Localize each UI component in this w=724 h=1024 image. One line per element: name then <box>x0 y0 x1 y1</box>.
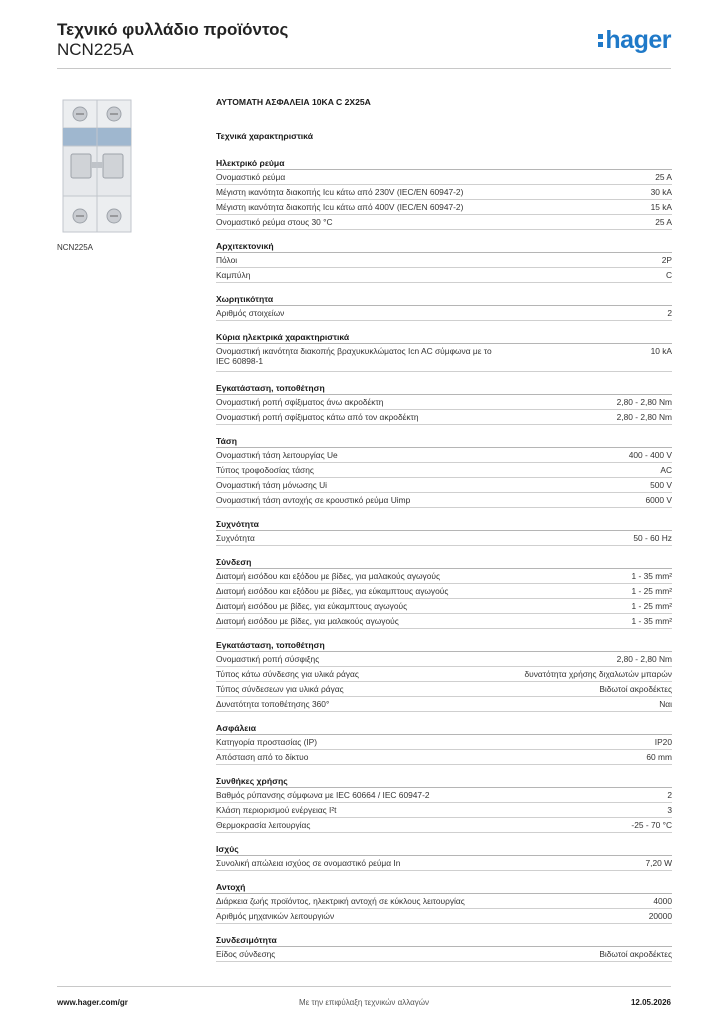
hager-logo <box>598 26 671 54</box>
spec-value: -25 - 70 °C <box>631 820 672 830</box>
spec-value: 2,80 - 2,80 Nm <box>616 412 672 422</box>
section-title: Ασφάλεια <box>216 721 672 735</box>
section-title: Εγκατάσταση, τοποθέτηση <box>216 638 672 652</box>
spec-value: 3 <box>667 805 672 815</box>
section-title: Ισχύς <box>216 842 672 856</box>
spec-row <box>216 448 672 463</box>
spec-row <box>216 947 672 962</box>
spec-value: 1 - 35 mm² <box>631 571 672 581</box>
section-title: Αρχιτεκτονική <box>216 239 672 253</box>
spec-row <box>216 599 672 614</box>
spec-section <box>216 517 672 546</box>
spec-row <box>216 856 672 871</box>
tech-heading: Τεχνικά χαρακτηριστικά <box>216 131 313 141</box>
logo-text: hager <box>605 25 671 54</box>
spec-value: 2 <box>667 790 672 800</box>
spec-row <box>216 268 672 283</box>
footer-date: 12.05.2026 <box>630 998 671 1007</box>
spec-row <box>216 614 672 629</box>
spec-label: Πόλοι <box>216 255 238 265</box>
circuit-breaker-icon <box>57 96 157 236</box>
spec-label: Ονομαστική ροπή σφίξιματος άνω ακροδέκτη <box>216 397 384 407</box>
spec-label: Ονομαστική τάση λειτουργίας Ue <box>216 450 338 460</box>
section-title: Ηλεκτρικό ρεύμα <box>216 156 672 170</box>
footer-notice: Με την επιφύλαξη τεχνικών αλλαγών <box>299 998 429 1007</box>
section-title: Τάση <box>216 434 672 448</box>
spec-label: Είδος σύνδεσης <box>216 949 276 959</box>
spec-label: Τύπος κάτω σύνδεσης για υλικά ράγας <box>216 669 359 679</box>
spec-value: 15 kA <box>650 202 672 212</box>
spec-sections <box>216 156 672 962</box>
spec-row <box>216 493 672 508</box>
spec-section <box>216 842 672 871</box>
spec-row <box>216 253 672 268</box>
spec-row <box>216 909 672 924</box>
spec-value: 10 kA <box>650 346 672 356</box>
spec-row <box>216 652 672 667</box>
spec-row <box>216 395 672 410</box>
header-divider <box>57 68 671 69</box>
document-subtitle: NCN225A <box>57 40 134 59</box>
spec-section <box>216 156 672 230</box>
spec-label: Θερμοκρασία λειτουργίας <box>216 820 311 830</box>
spec-value: 25 A <box>655 217 672 227</box>
spec-value: Βιδωτοί ακροδέκτες <box>599 949 672 959</box>
footer-website-link[interactable]: www.hager.com/gr <box>57 998 128 1007</box>
spec-value: 400 - 400 V <box>628 450 672 460</box>
spec-row <box>216 735 672 750</box>
spec-value: 20000 <box>648 911 672 921</box>
spec-label: Αριθμός στοιχείων <box>216 308 285 318</box>
footer-divider <box>57 986 671 987</box>
spec-value: AC <box>660 465 672 475</box>
spec-row <box>216 667 672 682</box>
spec-label: Καμπύλη <box>216 270 251 280</box>
spec-label: Ονομαστική ικανότητα διακοπής βραχυκυκλώματος Icn AC σύμφωνα με το IEC 60898-1 <box>216 346 492 366</box>
spec-row <box>216 200 672 215</box>
spec-section <box>216 239 672 283</box>
spec-value: 2,80 - 2,80 Nm <box>616 654 672 664</box>
spec-label: Διατομή εισόδου με βίδες, για μαλακούς αγωγούς <box>216 616 399 626</box>
spec-label: Συνολική απώλεια ισχύος σε ονομαστικό ρεύμα In <box>216 858 401 868</box>
spec-row <box>216 584 672 599</box>
spec-row <box>216 682 672 697</box>
spec-section <box>216 880 672 924</box>
spec-row <box>216 215 672 230</box>
spec-row <box>216 344 672 372</box>
spec-value: 50 - 60 Hz <box>633 533 672 543</box>
spec-row <box>216 788 672 803</box>
document-footer <box>57 990 671 1007</box>
spec-value: 2P <box>661 255 672 265</box>
spec-label: Μέγιστη ικανότητα διακοπής Icu κάτω από 230V (IEC/EN 60947-2) <box>216 187 464 197</box>
spec-section <box>216 434 672 508</box>
section-title: Συχνότητα <box>216 517 672 531</box>
spec-section <box>216 381 672 425</box>
spec-label: Διάρκεια ζωής προϊόντος, ηλεκτρική αντοχή σε κύκλους λειτουργίας <box>216 896 465 906</box>
spec-value: C <box>665 270 672 280</box>
spec-value: 60 mm <box>646 752 672 762</box>
spec-label: Ονομαστικό ρεύμα στους 30 °C <box>216 217 333 227</box>
spec-value: 1 - 25 mm² <box>631 601 672 611</box>
spec-label: Ονομαστική ροπή σύσφιξης <box>216 654 320 664</box>
spec-value: 2,80 - 2,80 Nm <box>616 397 672 407</box>
section-title: Συνθήκες χρήσης <box>216 774 672 788</box>
spec-row <box>216 569 672 584</box>
spec-value: 1 - 35 mm² <box>631 616 672 626</box>
spec-label: Τύπος σύνδεσεων για υλικά ράγας <box>216 684 344 694</box>
spec-row <box>216 185 672 200</box>
spec-value: Ναι <box>659 699 672 709</box>
spec-label: Ονομαστική τάση αντοχής σε κρουστικό ρεύμα Uimp <box>216 495 411 505</box>
spec-row <box>216 478 672 493</box>
spec-label: Απόσταση από το δίκτυο <box>216 752 309 762</box>
section-title: Χωρητικότητα <box>216 292 672 306</box>
spec-row <box>216 818 672 833</box>
spec-content <box>216 96 672 962</box>
spec-value: 25 A <box>655 172 672 182</box>
spec-section <box>216 330 672 372</box>
section-title: Συνδεσιμότητα <box>216 933 672 947</box>
spec-label: Βαθμός ρύπανσης σύμφωνα με IEC 60664 / IEC 60947-2 <box>216 790 430 800</box>
spec-value: δυνατότητα χρήσης διχαλωτών μπαρών <box>524 669 672 679</box>
spec-value: 2 <box>667 308 672 318</box>
spec-row <box>216 697 672 712</box>
spec-row <box>216 894 672 909</box>
spec-row <box>216 306 672 321</box>
spec-row <box>216 170 672 185</box>
spec-label: Διατομή εισόδου και εξόδου με βίδες, για μαλακούς αγωγούς <box>216 571 441 581</box>
spec-label: Κατηγορία προστασίας (IP) <box>216 737 318 747</box>
product-name: ΑΥΤΟΜΑΤΗ ΑΣΦΑΛΕΙΑ 10KA C 2X25A <box>216 97 371 107</box>
image-caption: NCN225A <box>57 243 94 252</box>
spec-row <box>216 410 672 425</box>
section-title: Κύρια ηλεκτρικά χαρακτηριστικά <box>216 330 672 344</box>
spec-section <box>216 721 672 765</box>
spec-label: Δυνατότητα τοποθέτησης 360° <box>216 699 330 709</box>
logo-dots-icon <box>598 34 603 47</box>
product-image <box>57 96 157 236</box>
spec-label: Ονομαστικό ρεύμα <box>216 172 286 182</box>
section-title: Αντοχή <box>216 880 672 894</box>
spec-label: Διατομή εισόδου και εξόδου με βίδες, για εύκαμπτους αγωγούς <box>216 586 449 596</box>
spec-label: Αριθμός μηχανικών λειτουργιών <box>216 911 335 921</box>
spec-label: Κλάση περιορισμού ενέργειας I²t <box>216 805 337 815</box>
spec-label: Ονομαστική τάση μόνωσης Ui <box>216 480 328 490</box>
spec-value: Βιδωτοί ακροδέκτες <box>599 684 672 694</box>
spec-row <box>216 463 672 478</box>
section-title: Εγκατάσταση, τοποθέτηση <box>216 381 672 395</box>
spec-section <box>216 292 672 321</box>
spec-section <box>216 774 672 833</box>
spec-label: Συχνότητα <box>216 533 255 543</box>
spec-value: 500 V <box>650 480 672 490</box>
spec-value: 1 - 25 mm² <box>631 586 672 596</box>
spec-label: Μέγιστη ικανότητα διακοπής Icu κάτω από 400V (IEC/EN 60947-2) <box>216 202 464 212</box>
spec-label: Τύπος τροφοδοσίας τάσης <box>216 465 314 475</box>
spec-section <box>216 555 672 629</box>
spec-value: 7,20 W <box>645 858 672 868</box>
spec-label: Διατομή εισόδου με βίδες, για εύκαμπτους αγωγούς <box>216 601 408 611</box>
spec-section <box>216 933 672 962</box>
spec-row <box>216 750 672 765</box>
document-title: Τεχνικό φυλλάδιο προϊόντος <box>57 20 289 39</box>
spec-value: 30 kA <box>650 187 672 197</box>
spec-label: Ονομαστική ροπή σφίξιματος κάτω από τον ακροδέκτη <box>216 412 419 422</box>
document-header <box>57 20 671 70</box>
spec-value: IP20 <box>654 737 672 747</box>
spec-section <box>216 638 672 712</box>
spec-row <box>216 531 672 546</box>
spec-value: 4000 <box>653 896 672 906</box>
section-title: Σύνδεση <box>216 555 672 569</box>
spec-value: 6000 V <box>645 495 672 505</box>
spec-row <box>216 803 672 818</box>
